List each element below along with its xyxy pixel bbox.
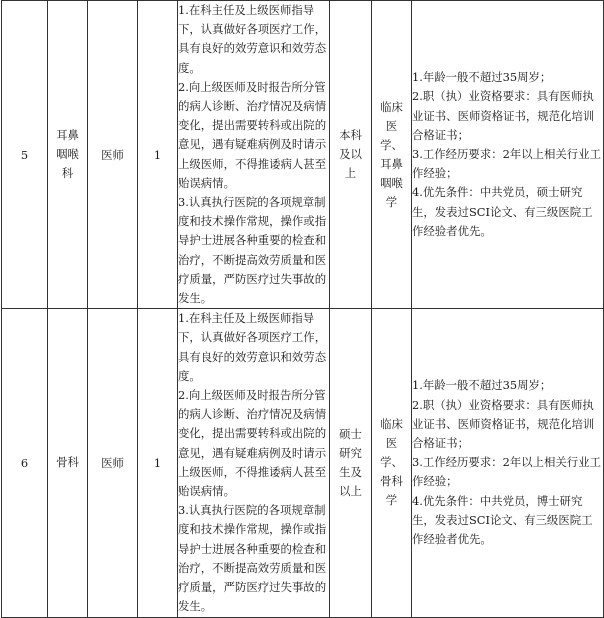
requirement-item: 4.优先条件：中共党员，博士研究生，发表过SCI论文、有三级医院工作经验者优先。	[412, 493, 593, 547]
position-cell: 医师	[88, 1, 138, 309]
duty-item: 3.认真执行医院的各项规章制度和技术操作常规，操作或指导护士进展各种重要的检查和治疗，不断提高效劳质量和医疗质量，严防医疗过失事故的发生。	[178, 503, 327, 614]
major-cell	[372, 1, 412, 309]
requirement-item: 2.职（执）业资格要求：具有医师执业证书、医师资格证书，规范化培训合格证书；	[412, 89, 595, 142]
headcount-cell: 1	[138, 309, 178, 617]
department-name: 耳鼻咽喉科	[56, 128, 79, 181]
department-cell	[48, 1, 88, 309]
major-text: 临床医学、耳鼻咽喉学	[380, 99, 403, 209]
duty-item: 2.向上级医师及时报告所分管的病人诊断、治疗情况及病情变化，提出需要转科或出院的意见，遇有疑难病例及时请示上级医师，不得推诿病人甚至贻误病情。	[178, 79, 327, 190]
requirement-item: 3.工作经历要求：2年以上相关行业工作经验；	[412, 455, 601, 489]
department-name: 骨科	[56, 455, 79, 470]
education-text: 硕士研究生及以上	[339, 426, 362, 498]
requirements-cell	[412, 1, 604, 309]
table-row	[2, 1, 604, 309]
major-text: 临床医学、骨科学	[380, 417, 403, 508]
duty-item: 1.在科主任及上级医师指导下，认真做好各项医疗工作，具有良好的效劳意识和效劳态度。	[178, 3, 327, 75]
duty-item: 1.在科主任及上级医师指导下，认真做好各项医疗工作，具有良好的效劳意识和效劳态度。	[178, 311, 327, 383]
duty-item: 2.向上级医师及时报告所分管的病人诊断、治疗情况及病情变化，提出需要转科或出院的意见，遇有疑难病例及时请示上级医师，不得推诿病人甚至贻误病情。	[178, 388, 327, 499]
position-cell: 医师	[88, 309, 138, 617]
requirement-item: 1.年龄一般不超过35周岁；	[412, 378, 552, 393]
requirement-item: 3.工作经历要求：2年以上相关行业工作经验；	[412, 147, 601, 181]
requirements-cell	[412, 309, 604, 617]
row-number: 6	[2, 309, 48, 617]
recruitment-table	[1, 0, 604, 618]
requirement-item: 2.职（执）业资格要求：具有医师执业证书、医师资格证书，规范化培训合格证书；	[412, 397, 595, 451]
duty-item: 3.认真执行医院的各项规章制度和技术操作常规，操作或指导护士进展各种重要的检查和治疗，不断提高效劳质量和医疗质量，严防医疗过失事故的发生。	[178, 195, 327, 306]
education-cell	[330, 1, 372, 309]
duties-cell	[178, 309, 330, 617]
requirement-item: 4.优先条件：中共党员，硕士研究生，发表过SCI论文、有三级医院工作经验者优先。	[412, 185, 593, 238]
table-row	[2, 309, 604, 617]
headcount-cell: 1	[138, 1, 178, 309]
education-cell	[330, 309, 372, 617]
department-cell	[48, 309, 88, 617]
education-text: 本科及以上	[339, 128, 362, 181]
row-number: 5	[2, 1, 48, 309]
requirement-item: 1.年龄一般不超过35周岁；	[412, 70, 552, 85]
duties-cell	[178, 1, 330, 309]
major-cell	[372, 309, 412, 617]
